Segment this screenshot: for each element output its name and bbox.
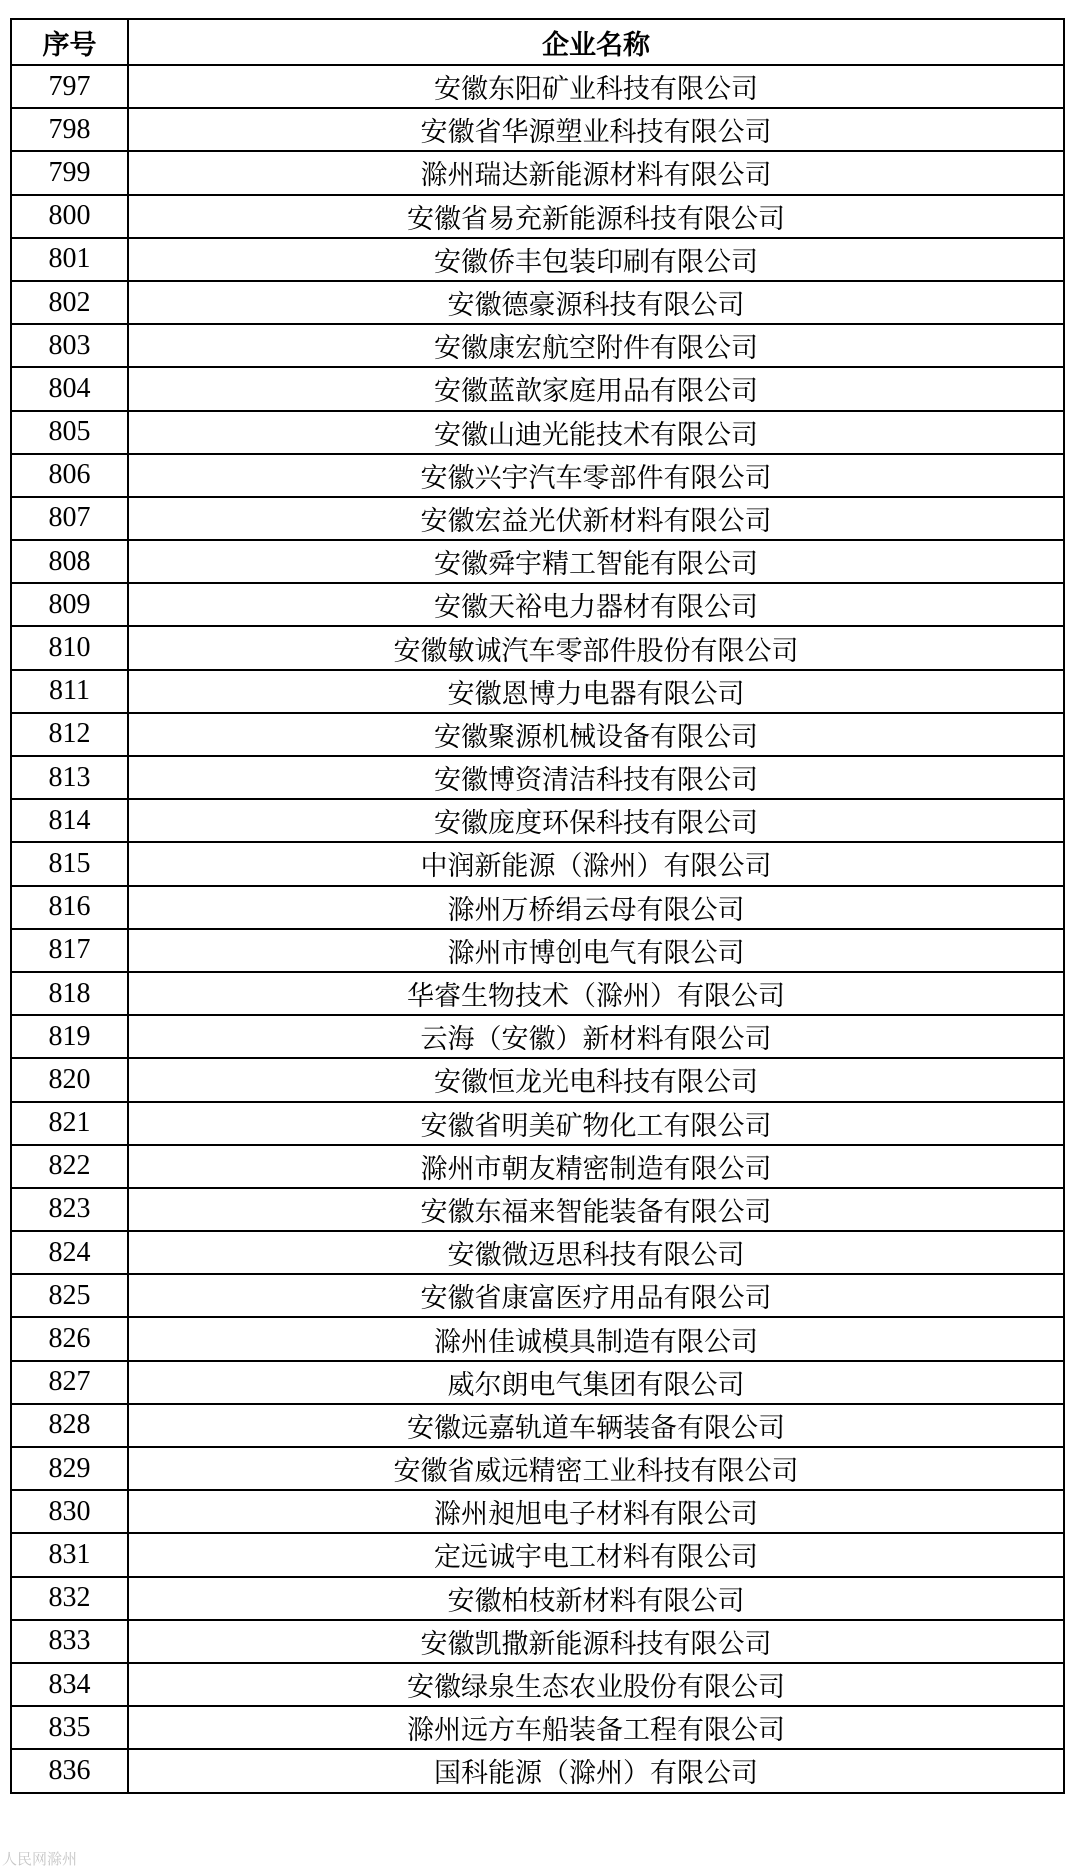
- table-row: [11, 886, 1064, 929]
- table-row: [11, 1015, 1064, 1058]
- company-name-cell: 安徽庞度环保科技有限公司: [128, 799, 1064, 842]
- company-name-cell: 滁州昶旭电子材料有限公司: [128, 1490, 1064, 1533]
- company-name-cell: 安徽省康富医疗用品有限公司: [128, 1274, 1064, 1317]
- table-row: [11, 1490, 1064, 1533]
- row-index-cell: 827: [11, 1361, 128, 1404]
- table-row: [11, 583, 1064, 626]
- table-row: [11, 713, 1064, 756]
- row-index-cell: 819: [11, 1015, 128, 1058]
- company-name-cell: 滁州市朝友精密制造有限公司: [128, 1145, 1064, 1188]
- company-name-cell: 安徽康宏航空附件有限公司: [128, 324, 1064, 367]
- company-name-cell: 国科能源（滁州）有限公司: [128, 1749, 1064, 1792]
- table-body: [11, 65, 1064, 1793]
- row-index-cell: 834: [11, 1663, 128, 1706]
- table-row: [11, 540, 1064, 583]
- table-row: [11, 1447, 1064, 1490]
- company-name-cell: 安徽兴宇汽车零部件有限公司: [128, 454, 1064, 497]
- table-row: [11, 65, 1064, 108]
- company-name-cell: 安徽山迪光能技术有限公司: [128, 411, 1064, 454]
- row-index-cell: 826: [11, 1317, 128, 1360]
- table-row: [11, 195, 1064, 238]
- row-index-cell: 799: [11, 151, 128, 194]
- company-name-cell: 安徽德豪源科技有限公司: [128, 281, 1064, 324]
- company-name-cell: 云海（安徽）新材料有限公司: [128, 1015, 1064, 1058]
- table-row: [11, 151, 1064, 194]
- row-index-cell: 800: [11, 195, 128, 238]
- row-index-cell: 825: [11, 1274, 128, 1317]
- company-name-cell: 安徽恩博力电器有限公司: [128, 670, 1064, 713]
- row-index-cell: 824: [11, 1231, 128, 1274]
- table-row: [11, 1361, 1064, 1404]
- row-index-cell: 832: [11, 1577, 128, 1620]
- row-index-cell: 828: [11, 1404, 128, 1447]
- company-name-cell: 安徽宏益光伏新材料有限公司: [128, 497, 1064, 540]
- company-name-cell: 安徽凯撒新能源科技有限公司: [128, 1620, 1064, 1663]
- row-index-cell: 835: [11, 1706, 128, 1749]
- table-row: [11, 1188, 1064, 1231]
- company-name-cell: 安徽省威远精密工业科技有限公司: [128, 1447, 1064, 1490]
- company-name-cell: 安徽东福来智能装备有限公司: [128, 1188, 1064, 1231]
- table-row: [11, 1663, 1064, 1706]
- row-index-cell: 811: [11, 670, 128, 713]
- company-name-cell: 安徽省明美矿物化工有限公司: [128, 1102, 1064, 1145]
- table-row: [11, 497, 1064, 540]
- company-name-cell: 安徽蓝歆家庭用品有限公司: [128, 367, 1064, 410]
- company-name-cell: 滁州万桥绢云母有限公司: [128, 886, 1064, 929]
- table-row: [11, 1620, 1064, 1663]
- row-index-cell: 822: [11, 1145, 128, 1188]
- table-row: [11, 367, 1064, 410]
- table-row: [11, 1749, 1064, 1792]
- table-row: [11, 1102, 1064, 1145]
- row-index-cell: 814: [11, 799, 128, 842]
- table-row: [11, 972, 1064, 1015]
- company-name-cell: 威尔朗电气集团有限公司: [128, 1361, 1064, 1404]
- table-row: [11, 1706, 1064, 1749]
- row-index-cell: 797: [11, 65, 128, 108]
- company-name-cell: 安徽博资清洁科技有限公司: [128, 756, 1064, 799]
- row-index-cell: 808: [11, 540, 128, 583]
- row-index-cell: 817: [11, 929, 128, 972]
- table-row: [11, 1058, 1064, 1101]
- table-row: [11, 670, 1064, 713]
- watermark: 人民网滁州: [2, 1850, 78, 1868]
- row-index-cell: 806: [11, 454, 128, 497]
- company-name-cell: 安徽天裕电力器材有限公司: [128, 583, 1064, 626]
- row-index-cell: 812: [11, 713, 128, 756]
- company-name-cell: 安徽柏枝新材料有限公司: [128, 1577, 1064, 1620]
- row-index-cell: 809: [11, 583, 128, 626]
- row-index-cell: 820: [11, 1058, 128, 1101]
- company-name-cell: 安徽微迈思科技有限公司: [128, 1231, 1064, 1274]
- table-row: [11, 1317, 1064, 1360]
- table-row: [11, 108, 1064, 151]
- company-name-cell: 中润新能源（滁州）有限公司: [128, 842, 1064, 885]
- row-index-cell: 813: [11, 756, 128, 799]
- table-row: [11, 1274, 1064, 1317]
- table-row: [11, 1145, 1064, 1188]
- company-name-cell: 安徽绿泉生态农业股份有限公司: [128, 1663, 1064, 1706]
- company-name-cell: 安徽敏诚汽车零部件股份有限公司: [128, 626, 1064, 669]
- row-index-cell: 821: [11, 1102, 128, 1145]
- company-name-cell: 滁州远方车船装备工程有限公司: [128, 1706, 1064, 1749]
- company-name-cell: 滁州瑞达新能源材料有限公司: [128, 151, 1064, 194]
- row-index-cell: 804: [11, 367, 128, 410]
- table-row: [11, 281, 1064, 324]
- company-name-cell: 安徽舜宇精工智能有限公司: [128, 540, 1064, 583]
- table-row: [11, 1231, 1064, 1274]
- row-index-cell: 823: [11, 1188, 128, 1231]
- row-index-cell: 803: [11, 324, 128, 367]
- company-name-cell: 滁州市博创电气有限公司: [128, 929, 1064, 972]
- row-index-cell: 807: [11, 497, 128, 540]
- table-row: [11, 1533, 1064, 1576]
- table-row: [11, 626, 1064, 669]
- table-row: [11, 454, 1064, 497]
- company-name-cell: 安徽省易充新能源科技有限公司: [128, 195, 1064, 238]
- table-row: [11, 1404, 1064, 1447]
- company-name-cell: 安徽恒龙光电科技有限公司: [128, 1058, 1064, 1101]
- row-index-cell: 833: [11, 1620, 128, 1663]
- company-name-cell: 华睿生物技术（滁州）有限公司: [128, 972, 1064, 1015]
- table-row: [11, 929, 1064, 972]
- row-index-cell: 830: [11, 1490, 128, 1533]
- table-row: [11, 324, 1064, 367]
- table-row: [11, 238, 1064, 281]
- table-row: [11, 1577, 1064, 1620]
- table-row: [11, 799, 1064, 842]
- row-index-cell: 829: [11, 1447, 128, 1490]
- table-row: [11, 756, 1064, 799]
- row-index-cell: 810: [11, 626, 128, 669]
- row-index-cell: 805: [11, 411, 128, 454]
- company-name-cell: 定远诚宇电工材料有限公司: [128, 1533, 1064, 1576]
- row-index-cell: 801: [11, 238, 128, 281]
- company-name-cell: 滁州佳诚模具制造有限公司: [128, 1317, 1064, 1360]
- table-row: [11, 842, 1064, 885]
- row-index-cell: 815: [11, 842, 128, 885]
- header-index: 序号: [11, 19, 128, 65]
- table-row: [11, 411, 1064, 454]
- row-index-cell: 802: [11, 281, 128, 324]
- row-index-cell: 818: [11, 972, 128, 1015]
- row-index-cell: 836: [11, 1749, 128, 1792]
- company-list-table: [10, 18, 1065, 1794]
- row-index-cell: 816: [11, 886, 128, 929]
- company-name-cell: 安徽侨丰包装印刷有限公司: [128, 238, 1064, 281]
- company-name-cell: 安徽聚源机械设备有限公司: [128, 713, 1064, 756]
- header-company-name: 企业名称: [128, 19, 1064, 65]
- row-index-cell: 798: [11, 108, 128, 151]
- table-header-row: [11, 19, 1064, 65]
- company-name-cell: 安徽远嘉轨道车辆装备有限公司: [128, 1404, 1064, 1447]
- company-name-cell: 安徽省华源塑业科技有限公司: [128, 108, 1064, 151]
- company-name-cell: 安徽东阳矿业科技有限公司: [128, 65, 1064, 108]
- row-index-cell: 831: [11, 1533, 128, 1576]
